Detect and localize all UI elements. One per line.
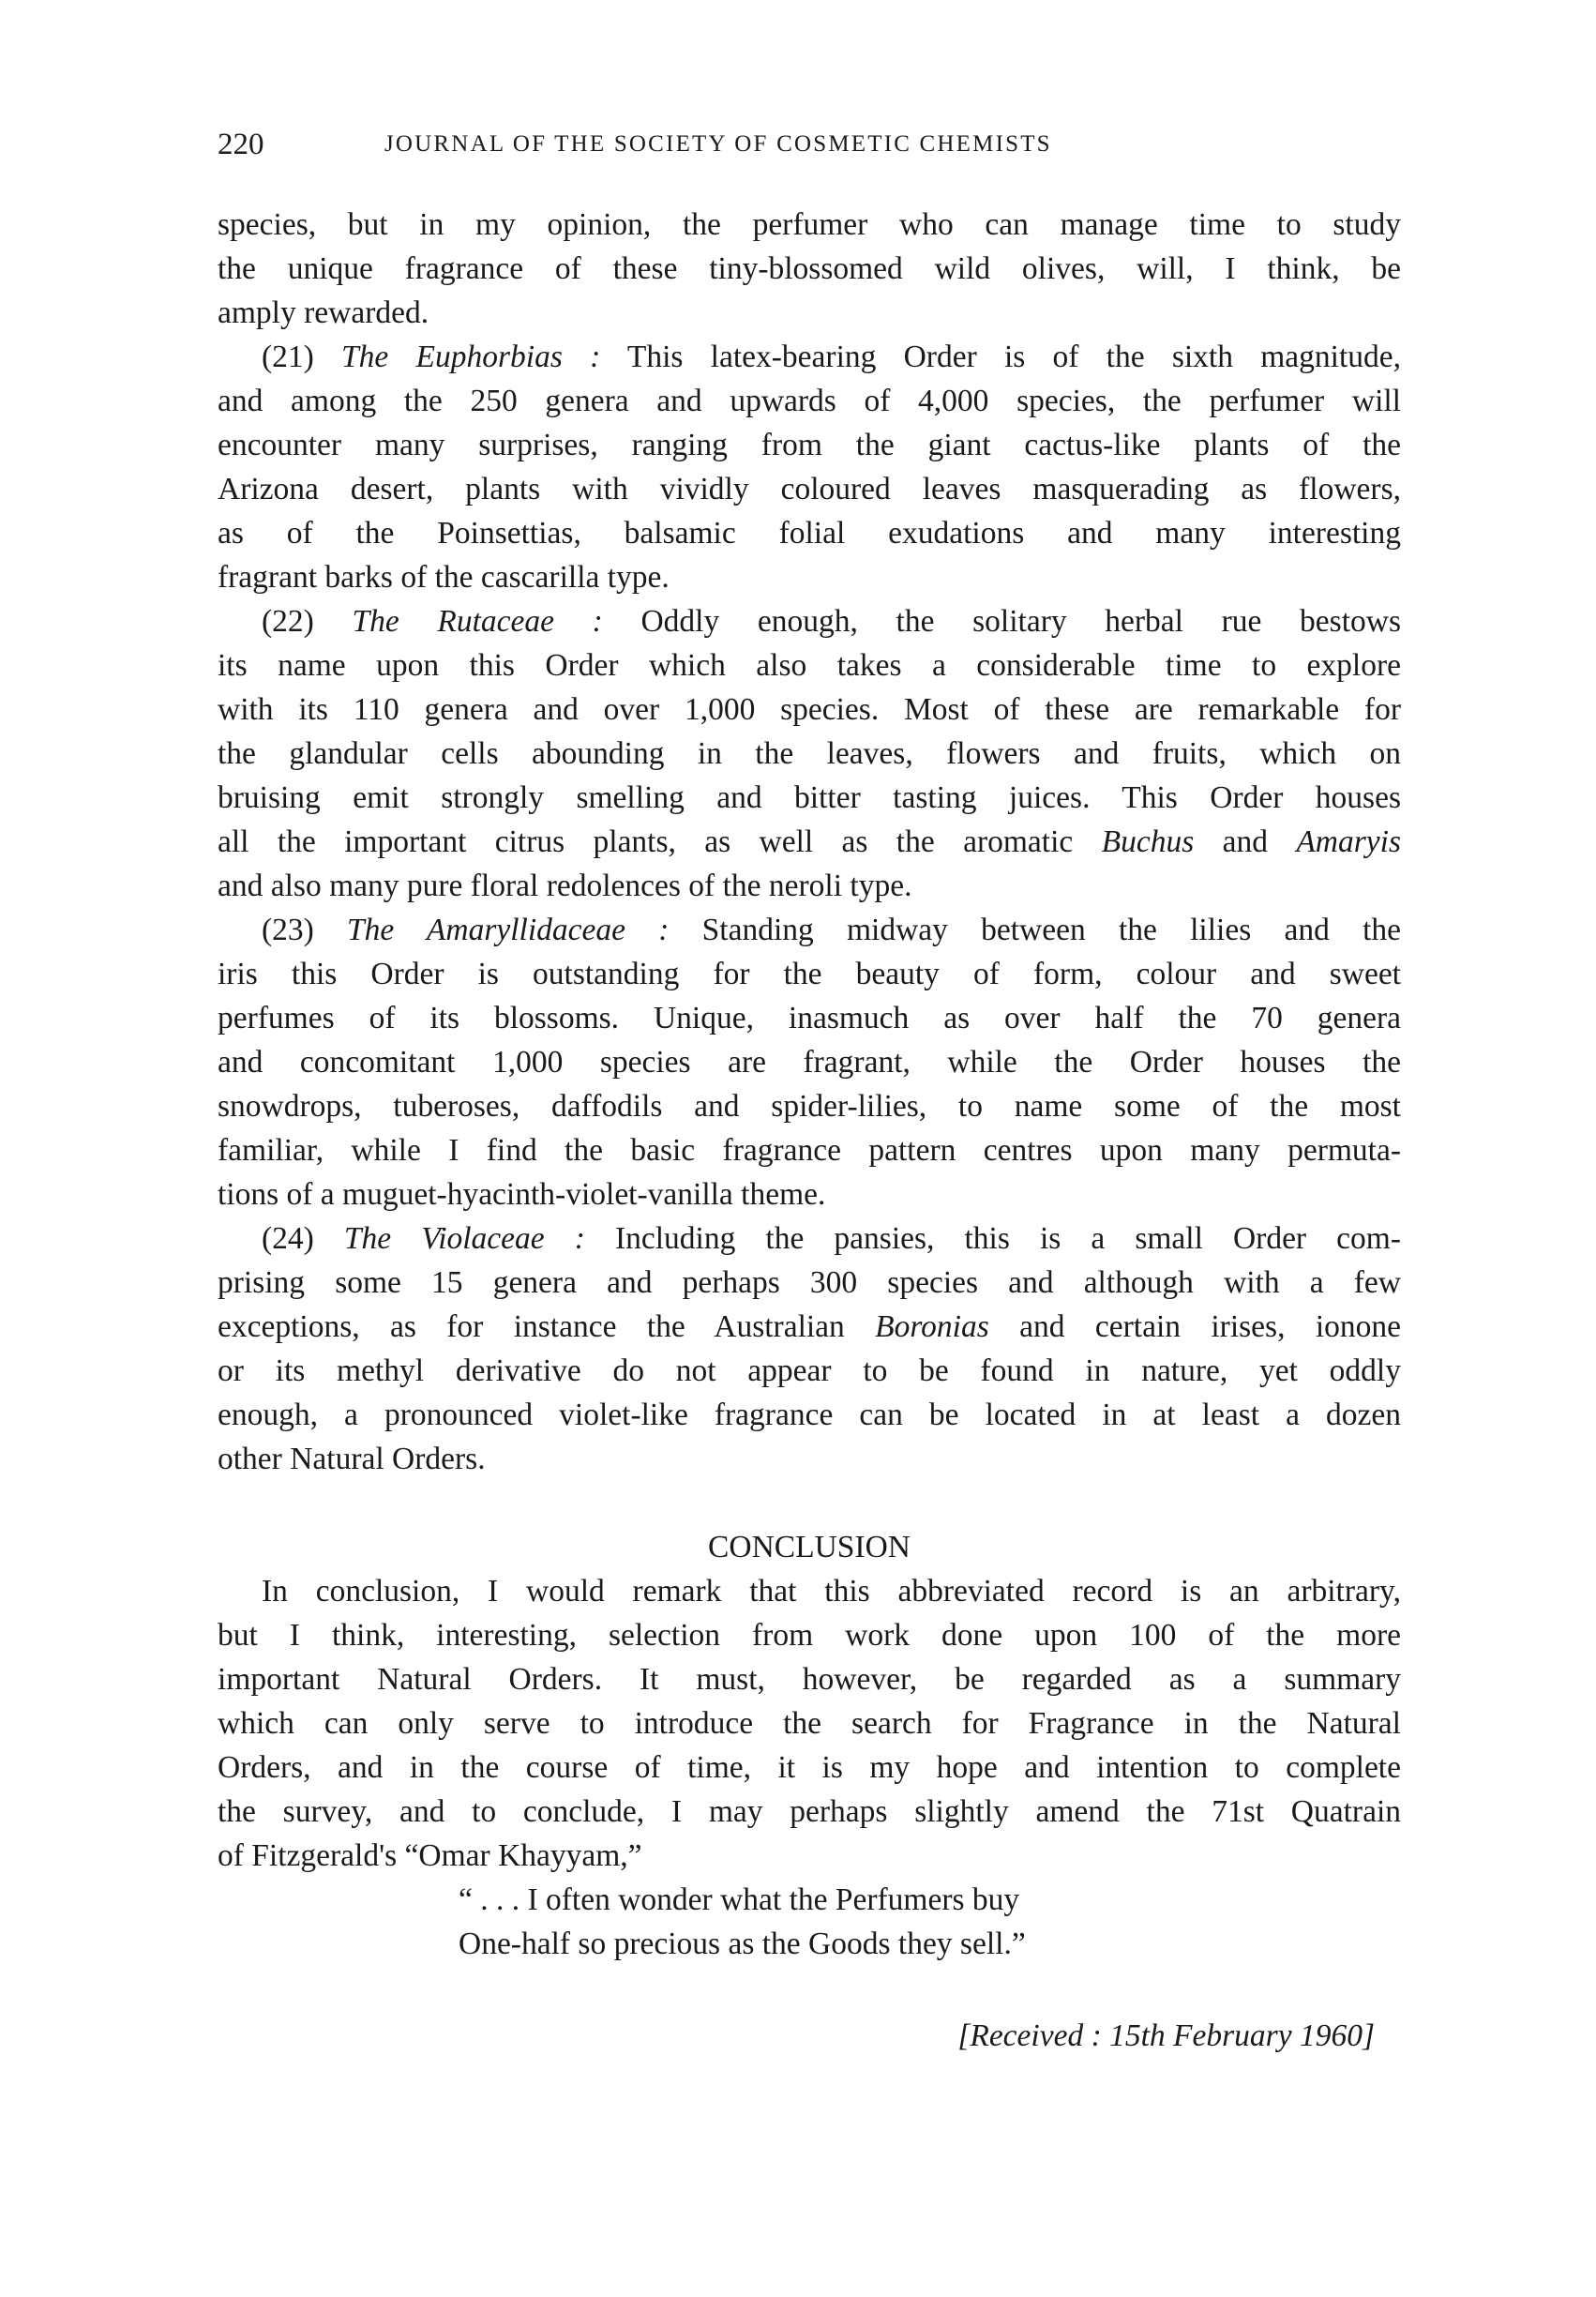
paragraph: [218, 908, 1401, 1217]
conclusion-paragraph: [218, 1569, 1401, 1878]
italic-text: The Rutaceae :: [352, 604, 603, 639]
text-line: of Fitzgerald's “Omar Khayyam,”: [218, 1838, 642, 1873]
text-line: [218, 467, 1401, 511]
paragraph: [218, 203, 1401, 335]
text-line: [218, 864, 1401, 908]
text: Standing midway between the lilies and the: [669, 913, 1401, 947]
italic-text: Boronias: [875, 1309, 989, 1344]
text: (21): [262, 340, 342, 374]
text-line: [218, 203, 1401, 247]
text-line: [218, 379, 1401, 423]
text: and: [1194, 824, 1297, 859]
text: snowdrops, tuberoses, daffodils and spider-lilies, to name some of the most: [218, 1089, 1401, 1124]
text-line: [218, 599, 1401, 643]
text-line: [218, 1172, 1401, 1217]
text-line: [218, 247, 1401, 291]
text: fragrant barks of the cascarilla type.: [218, 560, 670, 595]
text: Oddly enough, the solitary herbal rue bestows: [602, 604, 1401, 639]
text: encounter many surprises, ranging from the giant cactus-like plants of the: [218, 428, 1401, 462]
text-line: which can only serve to introduce the search for Fragrance in the Natural: [218, 1706, 1401, 1741]
text: bruising emit strongly smelling and bitter tasting juices. This Order houses: [218, 780, 1401, 815]
text: perfumes of its blossoms. Unique, inasmuch as over half the 70 genera: [218, 1001, 1401, 1035]
text-line: [218, 1437, 1401, 1481]
text: Including the pansies, this is a small Order com-: [584, 1221, 1401, 1256]
text: (23): [262, 913, 348, 947]
text-line: [218, 1084, 1401, 1128]
received-date: [Received : 15th February 1960]: [957, 2018, 1375, 2053]
quatrain-quote: [218, 1878, 1401, 1966]
italic-text: The Amaryllidaceae :: [347, 913, 670, 947]
text-line: [218, 1349, 1401, 1393]
text-line: [218, 511, 1401, 555]
text-line: [218, 776, 1401, 820]
italic-text: The Violaceae :: [343, 1221, 585, 1256]
text: and certain irises, ionone: [988, 1309, 1401, 1344]
text: other Natural Orders.: [218, 1442, 486, 1476]
text: the glandular cells abounding in the leaves, flowers and fruits, which on: [218, 736, 1401, 771]
text: Arizona desert, plants with vividly coloured leaves masquerading as flowers,: [218, 472, 1401, 506]
text: prising some 15 genera and perhaps 300 species and although with a few: [218, 1265, 1401, 1300]
text: and also many pure floral redolences of the neroli type.: [218, 869, 912, 903]
text: familiar, while I find the basic fragrance pattern centres upon many permuta-: [218, 1133, 1401, 1168]
section-heading-conclusion: CONCLUSION: [708, 1530, 911, 1564]
text: and concomitant 1,000 species are fragrant, while the Order houses the: [218, 1045, 1401, 1080]
text: with its 110 genera and over 1,000 species. Most of these are remarkable for: [218, 692, 1401, 727]
text: tions of a muguet-hyacinth-violet-vanilla theme.: [218, 1177, 826, 1212]
article-body: [218, 203, 1401, 2058]
text-line: [218, 688, 1401, 732]
text: iris this Order is outstanding for the beauty of form, colour and sweet: [218, 957, 1401, 991]
text: amply rewarded.: [218, 295, 429, 330]
text: and among the 250 genera and upwards of 4,000 species, the perfumer will: [218, 384, 1401, 418]
running-header: [218, 124, 1401, 165]
text-line: [218, 820, 1401, 864]
text-line: the survey, and to conclude, I may perhaps slightly amend the 71st Quatrain: [218, 1794, 1401, 1829]
italic-text: Buchus: [1101, 824, 1195, 859]
paragraph: [218, 599, 1401, 908]
text: the unique fragrance of these tiny-blossomed wild olives, will, I think, be: [218, 251, 1401, 286]
text: This latex-bearing Order is of the sixth magnitude,: [600, 340, 1401, 374]
text-line: [218, 1305, 1401, 1349]
text-line: [218, 732, 1401, 776]
text: as of the Poinsettias, balsamic folial exudations and many interesting: [218, 516, 1401, 551]
text-line: [218, 643, 1401, 688]
text-line: In conclusion, I would remark that this abbreviated record is an arbitrary,: [262, 1574, 1401, 1609]
text: or its methyl derivative do not appear to be found in nature, yet oddly: [218, 1353, 1401, 1388]
text-line: [218, 996, 1401, 1040]
text-line: [218, 908, 1401, 952]
text: (24): [262, 1221, 344, 1256]
quote-line: “ . . . I often wonder what the Perfumers buy: [459, 1882, 1020, 1917]
text-line: [218, 1261, 1401, 1305]
italic-text: The Euphorbias :: [341, 340, 601, 374]
body-paragraphs: [218, 203, 1401, 1481]
text-line: [218, 1128, 1401, 1172]
paragraph: [218, 1217, 1401, 1481]
quote-line: One-half so precious as the Goods they sell.”: [459, 1927, 1026, 1961]
text: (22): [262, 604, 353, 639]
text-line: [218, 1040, 1401, 1084]
text: species, but in my opinion, the perfumer who can manage time to study: [218, 207, 1401, 242]
page-number: 220: [218, 128, 264, 161]
text-line: [218, 291, 1401, 335]
text-line: but I think, interesting, selection from work done upon 100 of the more: [218, 1618, 1401, 1653]
text-line: Orders, and in the course of time, it is my hope and intention to complete: [218, 1750, 1401, 1785]
text: its name upon this Order which also takes a considerable time to explore: [218, 648, 1401, 683]
journal-title: JOURNAL OF THE SOCIETY OF COSMETIC CHEMISTS: [384, 131, 1052, 157]
text-line: [218, 335, 1401, 379]
text-line: [218, 555, 1401, 599]
text: enough, a pronounced violet-like fragrance can be located in at least a dozen: [218, 1398, 1401, 1432]
text-line: [218, 423, 1401, 467]
text-line: [218, 1217, 1401, 1261]
text-line: [218, 952, 1401, 996]
text-line: important Natural Orders. It must, however, be regarded as a summary: [218, 1662, 1401, 1697]
italic-text: Amaryis: [1296, 824, 1401, 859]
text-line: [218, 1393, 1401, 1437]
paragraph: [218, 335, 1401, 599]
text: all the important citrus plants, as well as the aromatic: [218, 824, 1102, 859]
text: exceptions, as for instance the Australian: [218, 1309, 876, 1344]
